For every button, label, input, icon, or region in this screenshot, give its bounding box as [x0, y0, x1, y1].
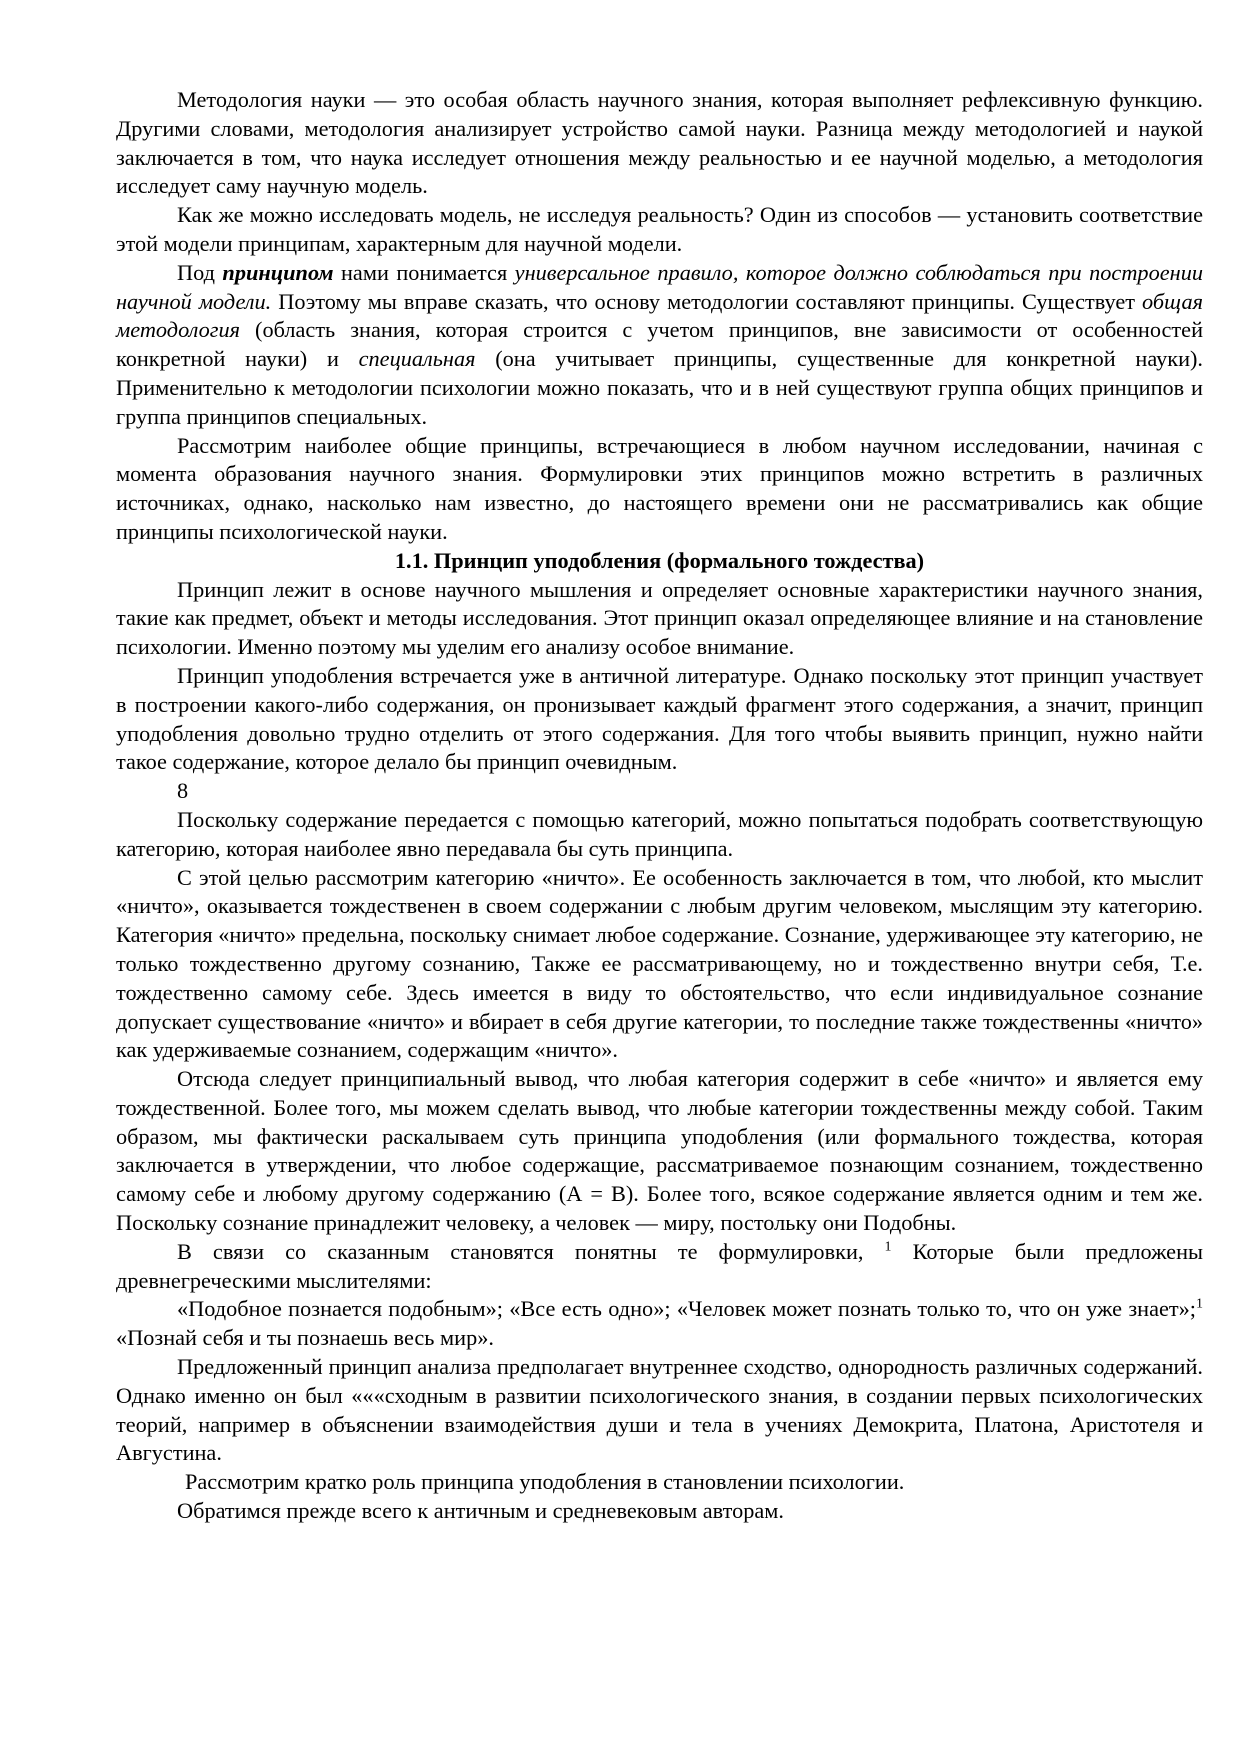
- paragraph: Предложенный принцип анализа предполагает внутреннее сходство, однородность различных содержаний. Однако именно он был «««сходным в развитии психологического знания, в создании первых психологических теорий, например в объяснении взаимодействия души и тела в учениях Демокрита, Платона, Аристотеля и Августина.: [116, 1354, 1203, 1466]
- paragraph: Как же можно исследовать модель, не исследуя реальность? Один из способов — установить соответствие этой модели принципам, характерным для научной модели.: [116, 202, 1203, 256]
- page-number: 8: [177, 778, 189, 804]
- text-body: [116, 86, 1203, 1526]
- footnote-marker: 1: [884, 1239, 892, 1255]
- paragraph: Рассмотрим кратко роль принципа уподобления в становлении психологии.: [185, 1469, 905, 1495]
- paragraph: Принцип уподобления встречается уже в античной литературе. Однако поскольку этот принцип участвует в построении какого-либо содержания, он пронизывает каждый фрагмент этого содержания, а значит, принцип уподобления довольно трудно отделить от этого содержания. Для того чтобы выявить принцип, нужно найти такое содержание, которое делало бы принцип очевидным.: [116, 662, 1203, 775]
- quote-paragraph: [116, 1295, 1203, 1353]
- text-span: «Подобное познается подобным»; «Все есть одно»; «Человек может познать только то, что он уже знает»;: [177, 1296, 1196, 1322]
- text-span: Под: [177, 259, 223, 285]
- paragraph: Поскольку содержание передается с помощью категорий, можно попытаться подобрать соответствующую категорию, которая наиболее явно передавала бы суть принципа.: [116, 806, 1203, 861]
- text-span: В связи со сказанным становятся понятны те формулировки,: [177, 1238, 885, 1264]
- footnote-marker: 1: [1196, 1297, 1203, 1313]
- section-heading: 1.1. Принцип уподобления (формального тождества): [394, 547, 925, 573]
- paragraph: Обратимся прежде всего к античным и средневековым авторам.: [177, 1498, 784, 1524]
- paragraph: Методология науки — это особая область научного знания, которая выполняет рефлексивную функцию. Другими словами, методология анализирует устройство самой науки. Разница между методологией и наукой заключается в том, что наука исследует отношения между реальностью и ее научной моделью, а методология исследует саму научную модель.: [116, 87, 1203, 199]
- term-general-methodology: общая методология: [116, 288, 1203, 343]
- text-span: (она учитывает принципы, существенные для конкретной науки). Применительно к методологии психологии можно показать, что и в ней существуют группа общих принципов и группа принципов специальных.: [116, 346, 1204, 429]
- paragraph: [116, 1238, 1203, 1296]
- term-principle: принципом: [222, 259, 334, 285]
- principle-definition: универсальное правило, которое должно соблюдаться при построении научной модели.: [116, 259, 1203, 314]
- text-span: нами понимается: [333, 259, 515, 285]
- text-span: Поэтому мы вправе сказать, что основу методологии составляют принципы. Существует: [271, 288, 1143, 314]
- paragraph: Принцип лежит в основе научного мышления и определяет основные характеристики научного знания, такие как предмет, объект и методы исследования. Этот принцип оказал определяющее влияние и на становление психологии. Именно поэтому мы уделим его анализу особое внимание.: [116, 576, 1203, 660]
- paragraph: [116, 259, 1203, 432]
- term-special-methodology: специальная: [358, 346, 476, 372]
- text-span: «Познай себя и ты познаешь весь мир».: [116, 1325, 494, 1351]
- paragraph: Рассмотрим наиболее общие принципы, встречающиеся в любом научном исследовании, начиная с момента образования научного знания. Формулировки этих принципов можно встретить в различных источниках, однако, насколько нам известно, до настоящего времени они не рассматривались как общие принципы психологической науки.: [116, 432, 1203, 544]
- text-span: (область знания, которая строится с учетом принципов, вне зависимости от особенностей конкретной науки) и: [116, 317, 1203, 372]
- text-span: Которые были предложены древнегреческими мыслителями:: [116, 1238, 1203, 1293]
- paragraph: С этой целью рассмотрим категорию «ничто». Ее особенность заключается в том, что любой, кто мыслит «ничто», оказывается тождественен в своем содержании с любым другим человеком, мыслящим эту категорию. Категория «ничто» предельна, поскольку снимает любое содержание. Сознание, удерживающее эту категорию, не только тождественно другому сознанию, Также ее рассматривающему, но и тождественно внутри себя, Т.е. тождественно самому себе. Здесь имеется в виду то обстоятельство, что если индивидуальное сознание допускает существование «ничто» и вбирает в себя другие категории, то последние также тождественны «ничто» как удерживаемые сознанием, содержащим «ничто».: [116, 864, 1203, 1063]
- paragraph: Отсюда следует принципиальный вывод, что любая категория содержит в себе «ничто» и является ему тождественной. Более того, мы можем сделать вывод, что любые категории тождественны между собой. Таким образом, мы фактически раскалываем суть принципа уподобления (или формального тождества, которая заключается в утверждении, что любое содержащие, рассматриваемое познающим сознанием, тождественно самому себе и любому другому содержанию (А = В). Более того, всякое содержание является одним и тем же. Поскольку сознание принадлежит человеку, а человек — миру, постольку они Подобны.: [116, 1066, 1203, 1236]
